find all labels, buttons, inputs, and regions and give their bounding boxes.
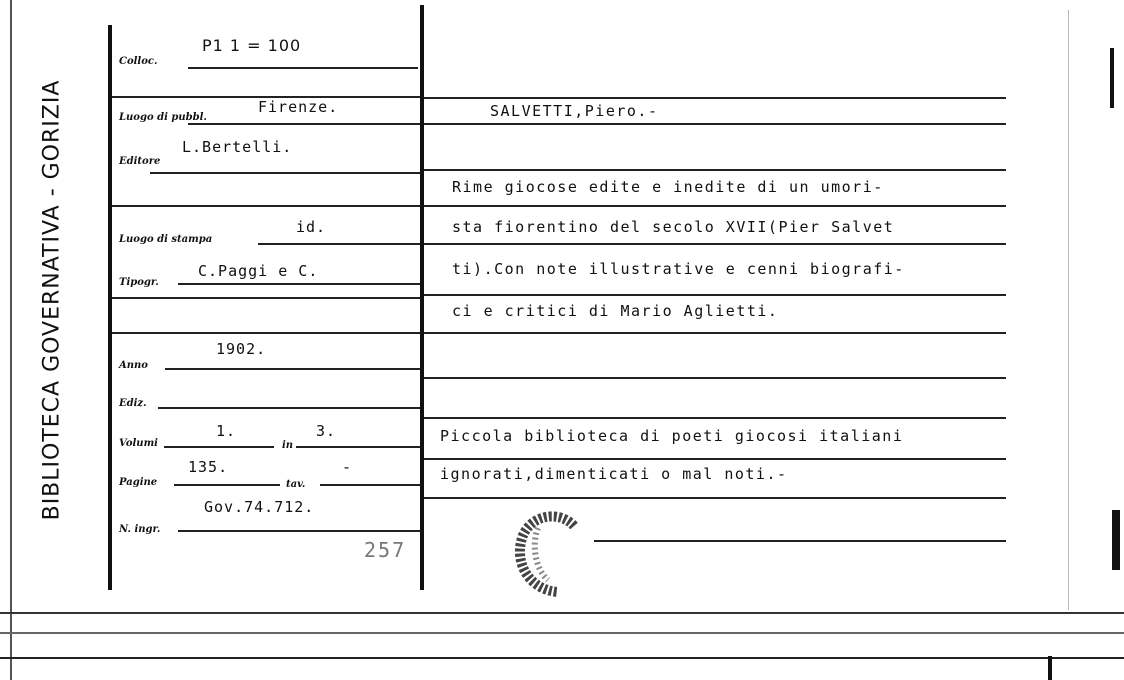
label-collocazione: Colloc. bbox=[119, 56, 158, 67]
value-luogo-pubbl: Firenze. bbox=[258, 98, 339, 116]
value-anno: 1902. bbox=[216, 340, 267, 358]
rule-section-4 bbox=[112, 332, 420, 334]
value-luogo-stampa: id. bbox=[296, 218, 327, 236]
rule-pagine-tav bbox=[320, 484, 420, 486]
series-line-1: Piccola biblioteca di poeti giocosi italiani bbox=[440, 427, 904, 445]
rule-right-11 bbox=[594, 540, 1006, 542]
bottom-rule-1 bbox=[0, 612, 1124, 614]
rule-luogo-pubbl bbox=[188, 123, 420, 125]
rule-section-3 bbox=[112, 297, 420, 299]
library-stamp-icon bbox=[508, 508, 598, 598]
author-heading: SALVETTI,Piero.- bbox=[490, 102, 659, 120]
value-volumi-in: 3. bbox=[316, 422, 337, 440]
label-editore: Editore bbox=[119, 156, 161, 167]
label-pagine: Pagine bbox=[119, 477, 158, 488]
rule-right-author bbox=[424, 123, 1006, 125]
rule-volumi bbox=[164, 446, 274, 448]
rule-right-series-1 bbox=[424, 458, 1006, 460]
rule-right-title-4 bbox=[424, 332, 1006, 334]
rule-editore bbox=[150, 172, 420, 174]
bottom-rule-2 bbox=[0, 632, 1124, 634]
label-luogo-stampa: Luogo di stampa bbox=[119, 234, 213, 245]
value-editore: L.Bertelli. bbox=[182, 138, 293, 156]
left-edge-line bbox=[10, 0, 12, 680]
rule-tipogr bbox=[178, 283, 420, 285]
title-line-4: ci e critici di Mario Aglietti. bbox=[452, 302, 779, 320]
right-edge-mark-1 bbox=[1110, 48, 1114, 108]
rule-ediz bbox=[158, 407, 420, 409]
label-pagine-tav: tav. bbox=[286, 479, 306, 490]
rule-section-2 bbox=[112, 205, 420, 207]
series-line-2: ignorati,dimenticati o mal noti.- bbox=[440, 465, 788, 483]
value-tipogr: C.Paggi e C. bbox=[198, 262, 319, 280]
rule-luogo-stampa bbox=[258, 243, 420, 245]
rule-right-3 bbox=[424, 169, 1006, 171]
title-line-1: Rime giocose edite e inedite di un umori- bbox=[452, 178, 884, 196]
value-pagine: 135. bbox=[188, 458, 229, 476]
right-edge-dotted bbox=[1068, 10, 1069, 610]
label-tipogr: Tipogr. bbox=[119, 277, 159, 288]
right-edge-mark-2 bbox=[1112, 510, 1120, 570]
rule-n-ingr bbox=[178, 530, 420, 532]
rule-right-series-2 bbox=[424, 497, 1006, 499]
bottom-rule-3 bbox=[0, 657, 1124, 659]
label-n-ingr: N. ingr. bbox=[119, 524, 161, 535]
value-collocazione: P1 1 = 100 bbox=[202, 36, 302, 55]
label-ediz: Ediz. bbox=[119, 398, 147, 409]
label-volumi-in: in bbox=[282, 440, 294, 451]
bottom-right-mark bbox=[1048, 656, 1052, 680]
label-volumi: Volumi bbox=[119, 438, 158, 449]
title-line-2: sta fiorentino del secolo XVII(Pier Salvet bbox=[452, 218, 895, 236]
column-divider-line bbox=[420, 5, 424, 590]
rule-right-title-3 bbox=[424, 294, 1006, 296]
rule-anno bbox=[165, 368, 420, 370]
label-anno: Anno bbox=[119, 360, 148, 371]
value-volumi: 1. bbox=[216, 422, 237, 440]
rule-collocazione bbox=[188, 67, 418, 69]
spine-border-line bbox=[108, 25, 112, 590]
rule-right-1 bbox=[424, 97, 1006, 99]
value-n-ingr: Gov.74.712. bbox=[204, 498, 315, 516]
value-pagine-tav: - bbox=[342, 458, 353, 476]
label-luogo-pubbl: Luogo di pubbl. bbox=[119, 112, 207, 123]
rule-right-8 bbox=[424, 417, 1006, 419]
library-name: BIBLIOTECA GOVERNATIVA - GORIZIA bbox=[39, 79, 65, 521]
title-line-3: ti).Con note illustrative e cenni biografi- bbox=[452, 260, 905, 278]
rule-right-title-1 bbox=[424, 205, 1006, 207]
rule-right-7 bbox=[424, 377, 1006, 379]
rule-pagine bbox=[174, 484, 280, 486]
stamp-number: 257 bbox=[364, 538, 407, 562]
rule-right-title-2 bbox=[424, 243, 1006, 245]
rule-volumi-in bbox=[296, 446, 420, 448]
